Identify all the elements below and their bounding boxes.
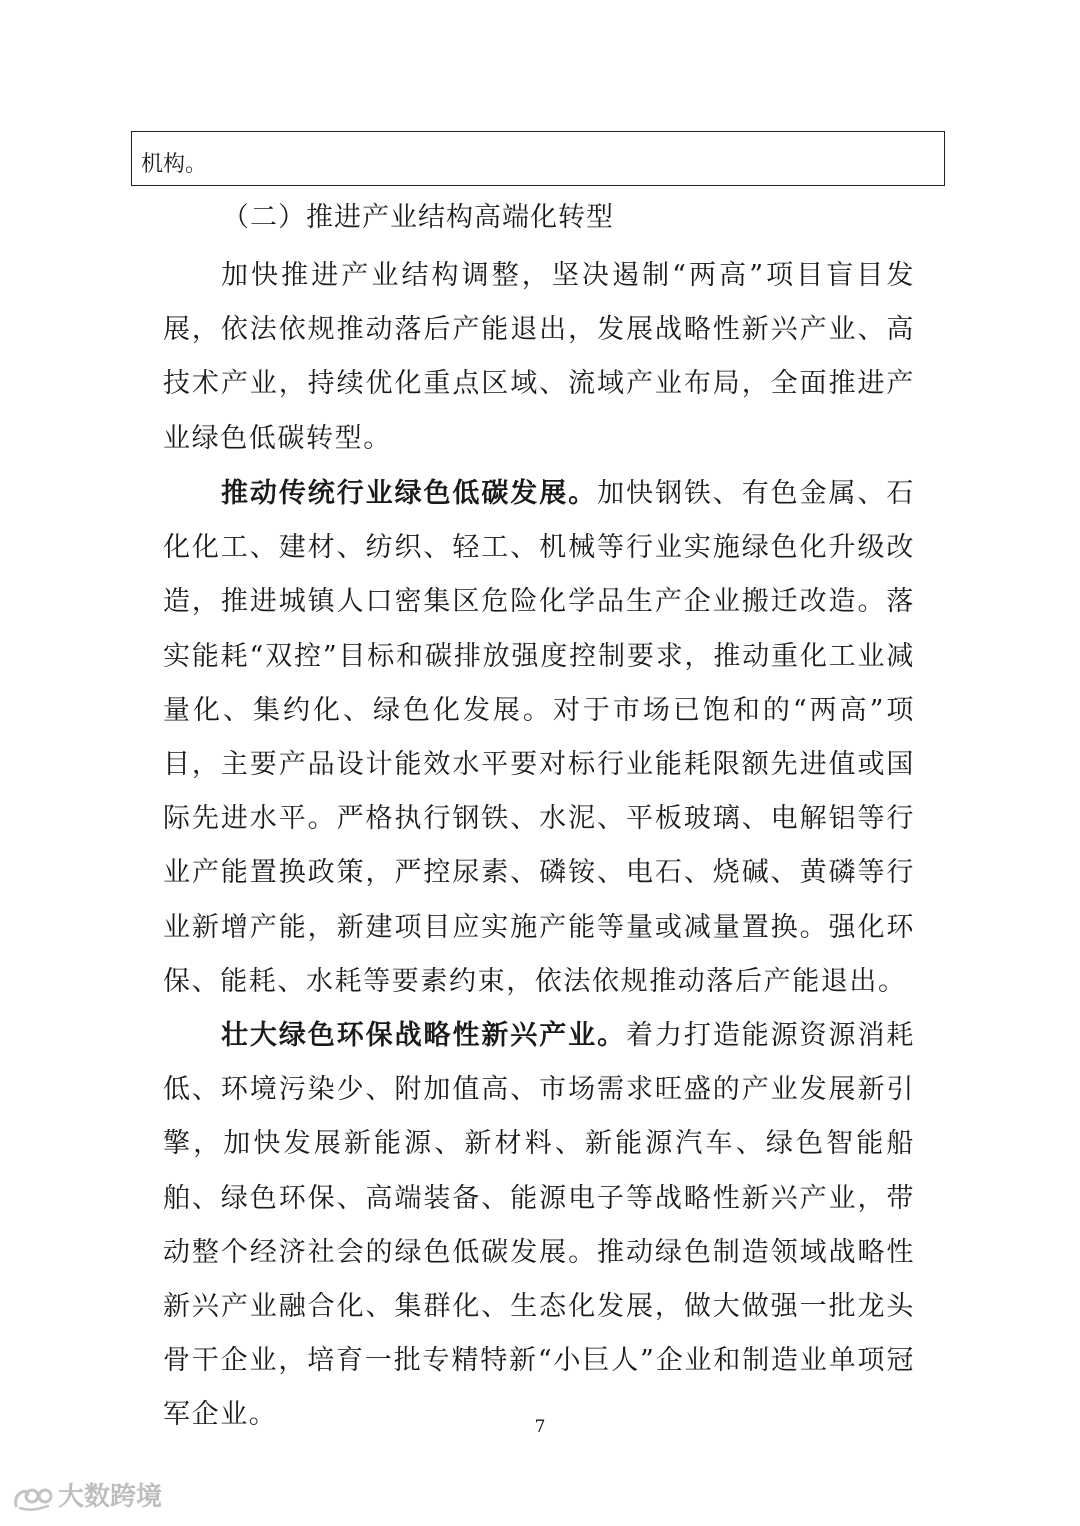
paragraph-restructuring-text: 加快推进产业结构调整，坚决遏制“两高”项目盲目发展，依法依规推动落后产能退出，发展战略性新兴产业、高技术产业，持续优化重点区域、流域产业布局，全面推进产业绿色低碳转型。: [163, 260, 915, 454]
boxed-note-text: 机构。: [141, 152, 208, 177]
paragraph-emerging-industries: [163, 1009, 915, 1443]
watermark-text: 大数跨境: [58, 1482, 163, 1512]
watermark: [12, 1480, 162, 1514]
section-heading: （二）推进产业结构高端化转型: [222, 202, 614, 233]
paragraph-traditional-industries: [163, 467, 915, 1009]
paragraph-traditional-industries-text: 加快钢铁、有色金属、石化化工、建材、纺织、轻工、机械等行业实施绿色化升级改造，推进城镇人口密集区危险化学品生产企业搬迁改造。落实能耗“双控”目标和碳排放强度控制要求，推动重化工业减量化、集约化、绿色化发展。对于市场已饱和的“两高”项目，主要产品设计能效水平要对标行业能耗限额先进值或国际先进水平。严格执行钢铁、水泥、平板玻璃、电解铝等行业产能置换政策，严控尿素、磷铵、电石、烧碱、黄磷等行业新增产能，新建项目应实施产能等量或减量置换。强化环保、能耗、水耗等要素约束，依法依规推动落后产能退出。: [163, 478, 915, 997]
paragraph-restructuring: [163, 249, 915, 466]
paragraph-traditional-industries-lead: 推动传统行业绿色低碳发展。: [221, 478, 598, 509]
paragraph-emerging-industries-lead: 壮大绿色环保战略性新兴产业。: [221, 1020, 627, 1051]
boxed-note: [131, 131, 945, 186]
brand-logo-icon: [12, 1482, 54, 1512]
paragraph-emerging-industries-text: 着力打造能源资源消耗低、环境污染少、附加值高、市场需求旺盛的产业发展新引擎，加快发展新能源、新材料、新能源汽车、绿色智能船舶、绿色环保、高端装备、能源电子等战略性新兴产业，带动整个经济社会的绿色低碳发展。推动绿色制造领域战略性新兴产业融合化、集群化、生态化发展，做大做强一批龙头骨干企业，培育一批专精特新“小巨人”企业和制造业单项冠军企业。: [163, 1020, 916, 1431]
page-number: 7: [534, 1417, 546, 1437]
